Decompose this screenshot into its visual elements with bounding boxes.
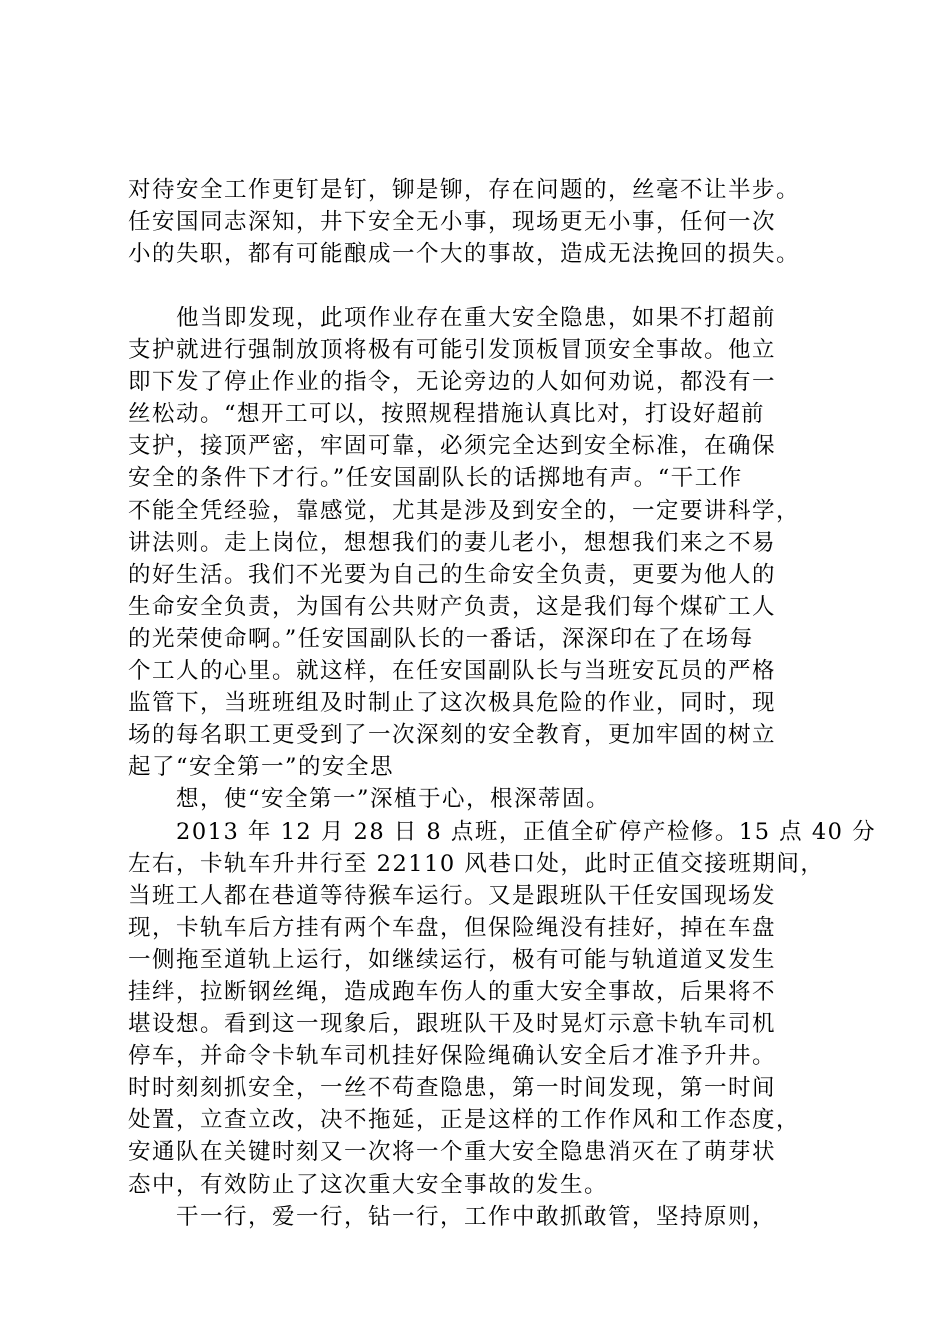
text-line: 对待安全工作更钉是钉，铆是铆，存在问题的，丝毫不让半步。 <box>128 177 801 203</box>
text-line: 丝松动。“想开工可以，按照规程措施认真比对，打设好超前 <box>128 401 766 428</box>
text-line: 支护，接顶严密，牢固可靠，必须完全达到安全标准，在确保 <box>128 433 777 460</box>
text-line: 停车，并命令卡轨车司机挂好保险绳确认安全后才准予升井。 <box>128 1043 777 1070</box>
text-line: 当班工人都在巷道等待猴车运行。又是跟班队干任安国现场发 <box>128 882 777 909</box>
text-line: 任安国同志深知，井下安全无小事，现场更无小事，任何一次 <box>128 209 777 236</box>
text-line: 一侧拖至道轨上运行，如继续运行，极有可能与轨道道叉发生 <box>128 946 777 973</box>
text-line: 态中，有效防止了这次重大安全事故的发生。 <box>128 1171 609 1198</box>
text-line: 的好生活。我们不光要为自己的生命安全负责，更要为他人的 <box>128 561 777 588</box>
text-line: 监管下，当班班组及时制止了这次极具危险的作业，同时，现 <box>128 690 777 717</box>
text-line: 不能全凭经验，靠感觉，尤其是涉及到安全的，一定要讲科学， <box>128 497 801 524</box>
text-line: 左右，卡轨车升井行至 22110 风巷口处，此时正值交接班期间， <box>128 850 825 877</box>
text-line: 想，使“安全第一”深植于心，根深蒂固。 <box>128 786 611 813</box>
paragraph-main <box>128 302 877 1233</box>
text-line: 堪设想。看到这一现象后，跟班队干及时晃灯示意卡轨车司机 <box>128 1011 777 1038</box>
text-line: 2013 年 12 月 28 日 8 点班，正值全矿停产检修。15 点 40 分 <box>128 818 877 845</box>
text-line: 他当即发现，此项作业存在重大安全隐患，如果不打超前 <box>128 305 777 331</box>
text-line: 安全的条件下才行。”任安国副队长的话掷地有声。“干工作 <box>128 465 743 492</box>
text-line: 挂绊，拉断钢丝绳，造成跑车伤人的重大安全事故，后果将不 <box>128 978 777 1005</box>
text-line: 个工人的心里。就这样，在任安国副队长与当班安瓦员的严格 <box>128 658 777 685</box>
text-line: 处置，立查立改，决不拖延，正是这样的工作作风和工作态度， <box>128 1107 801 1134</box>
text-line: 小的失职，都有可能酿成一个大的事故，造成无法挽回的损失。 <box>128 241 801 268</box>
text-line: 即下发了停止作业的指令，无论旁边的人如何劝说，都没有一 <box>128 369 777 396</box>
text-line: 讲法则。走上岗位，想想我们的妻儿老小，想想我们来之不易 <box>128 529 777 556</box>
text-line: 安通队在关键时刻又一次将一个重大安全隐患消灭在了萌芽状 <box>128 1139 777 1166</box>
text-line: 时时刻刻抓安全，一丝不苟查隐患，第一时间发现，第一时间 <box>128 1075 777 1102</box>
text-line: 起了“安全第一”的安全思 <box>128 754 395 781</box>
text-line: 生命安全负责，为国有公共财产负责，这是我们每个煤矿工人 <box>128 593 777 620</box>
text-line: 场的每名职工更受到了一次深刻的安全教育，更加牢固的树立 <box>128 722 777 749</box>
text-line: 现，卡轨车后方挂有两个车盘，但保险绳没有挂好，掉在车盘 <box>128 914 777 941</box>
text-line: 干一行，爱一行，钻一行，工作中敢抓敢管，坚持原则， <box>128 1203 777 1230</box>
text-line: 支护就进行强制放顶将极有可能引发顶板冒顶安全事故。他立 <box>128 337 777 364</box>
paragraph-intro <box>128 174 838 270</box>
text-line: 的光荣使命啊。”任安国副队长的一番话，深深印在了在场每 <box>128 625 754 652</box>
